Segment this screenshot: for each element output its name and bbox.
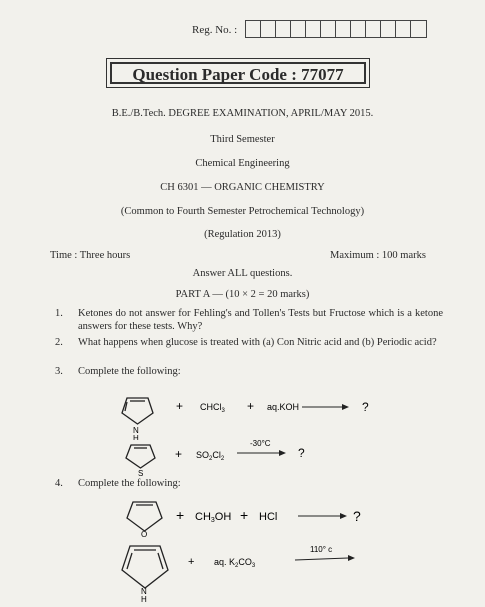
reg-no-box (321, 21, 336, 37)
reaction-arrow (302, 404, 349, 410)
reagent-potassium-carbonate: aq. $K_2CO_3$ (214, 557, 256, 569)
reaction-thiophene-so2cl2 (0, 436, 485, 476)
furan-ring-icon (127, 502, 162, 531)
reaction-condition: 110° c (310, 545, 333, 554)
reg-no-label: Reg. No. : (192, 24, 238, 36)
regulation: (Regulation 2013) (204, 229, 281, 240)
reaction-pyrrole-k2co3 (0, 538, 485, 607)
reagent-methanol: CH3OH (195, 511, 232, 524)
product-question-mark: ? (353, 508, 361, 524)
reg-no-box (261, 21, 276, 37)
exam-title: B.E./B.Tech. DEGREE EXAMINATION, APRIL/MAY 2015. (111, 108, 374, 119)
reaction-pyrrole-chcl3 (0, 380, 485, 440)
plus-sign: + (240, 507, 249, 523)
reg-no-box (411, 21, 426, 37)
part-a-heading: PART A — (10 × 2 = 20 marks) (175, 289, 310, 300)
ring-hydrogen: H (141, 595, 147, 604)
question-text: Ketones do not answer for Fehling's and Tollen's Tests but Fructose which is a ketone answers for these tests. Why? (78, 308, 443, 332)
reagent-sulfuryl-chloride: $SO_2Cl_2$ (196, 450, 225, 462)
ring-heteroatom: S (138, 469, 144, 476)
question-number: 2. (55, 337, 63, 348)
reaction-arrow (237, 450, 286, 456)
maximum-marks: Maximum : 100 marks (330, 250, 426, 261)
pyrrole-ring-icon (122, 546, 168, 588)
reg-no-box (381, 21, 396, 37)
reg-no-box (246, 21, 261, 37)
question-text: What happens when glucose is treated with (a) Con Nitric acid and (b) Periodic acid? (78, 337, 437, 348)
question-number: 4. (55, 478, 63, 489)
time-allowed: Time : Three hours (50, 250, 131, 261)
reg-no-box (291, 21, 306, 37)
reg-no-box (366, 21, 381, 37)
ring-heteroatom: O (141, 530, 148, 537)
reaction-arrow (298, 513, 347, 519)
product-question-mark: ? (298, 446, 305, 460)
plus-sign: + (188, 556, 195, 568)
reaction-condition: -30°C (250, 439, 271, 448)
reg-no-box (336, 21, 351, 37)
reaction-furan-ch3oh (0, 495, 485, 537)
reg-no-box (351, 21, 366, 37)
plus-sign: + (175, 447, 183, 461)
plus-sign: + (176, 507, 185, 523)
pyrrole-ring-icon (122, 398, 153, 424)
reg-no-box (306, 21, 321, 37)
ring-heteroatom: N (133, 426, 139, 435)
reg-no-box (396, 21, 411, 37)
reg-no-boxes[interactable] (245, 20, 427, 38)
reg-no-box (276, 21, 291, 37)
department: Chemical Engineering (195, 158, 290, 169)
plus-sign: + (247, 399, 255, 413)
semester: Third Semester (210, 134, 275, 145)
plus-sign: + (176, 399, 184, 413)
question-text: Complete the following: (78, 478, 181, 489)
reagent-hcl: HCl (259, 511, 278, 523)
question-number: 3. (55, 366, 63, 377)
instruction: Answer ALL questions. (192, 268, 293, 279)
common-to: (Common to Fourth Semester Petrochemical Technology) (120, 206, 365, 217)
question-number: 1. (55, 308, 63, 319)
question-text: Complete the following: (78, 366, 181, 377)
reagent-koh: aq.KOH (267, 402, 300, 412)
thiophene-ring-icon (126, 445, 155, 468)
question-paper-code: Question Paper Code : 77077 (110, 62, 366, 84)
ring-heteroatom: N (141, 587, 147, 596)
product-question-mark: ? (362, 400, 369, 414)
ring-hydrogen: H (133, 434, 139, 440)
reaction-arrow (295, 555, 355, 561)
course-title: CH 6301 — ORGANIC CHEMISTRY (160, 182, 325, 193)
reagent-chloroform: CHCl$_3$ (200, 402, 225, 414)
